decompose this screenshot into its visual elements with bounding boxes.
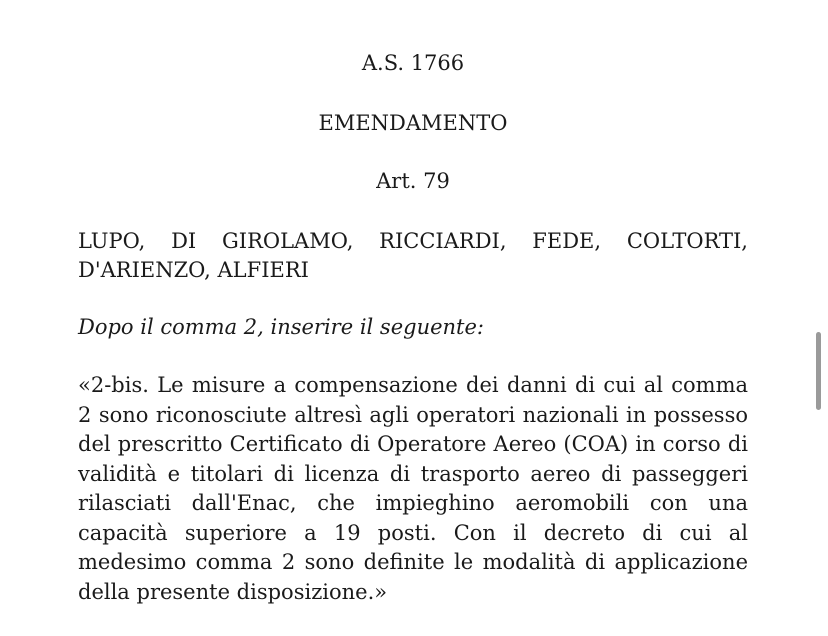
senate-act-number: A.S. 1766 xyxy=(361,51,465,75)
article-heading: Art. 79 xyxy=(376,169,450,193)
vertical-scrollbar-thumb[interactable] xyxy=(816,332,821,410)
document-type-heading: EMENDAMENTO xyxy=(318,111,508,135)
amendment-body: «2-bis. Le misure a compensazione dei danni di cui al comma 2 sono riconosciute altresì agli operatori nazionali in possesso del prescritto Certificato di Operatore Aereo (COA) in corso di validità e titolari di licenza di trasporto aereo di passeggeri rilasciati dall'Enac, che impieghino aeromobili con una capacità superiore a 19 posti. Con il decreto di cui al medesimo comma 2 sono definite le modalità di applicazione della presente disposizione.» xyxy=(78,373,748,604)
document-page xyxy=(78,0,748,636)
authors-list: LUPO, DI GIROLAMO, RICCIARDI, FEDE, COLTORTI, D'ARIENZO, ALFIERI xyxy=(78,229,748,282)
amendment-instruction: Dopo il comma 2, inserire il seguente: xyxy=(78,315,485,339)
